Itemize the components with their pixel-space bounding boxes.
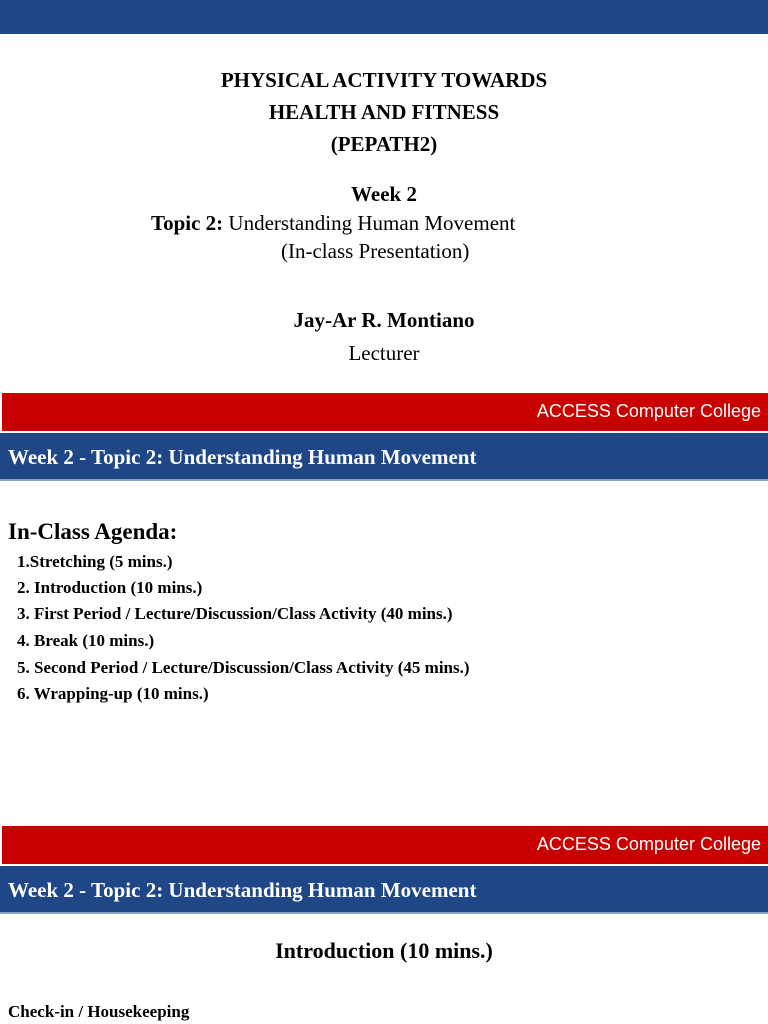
college-name: ACCESS Computer College bbox=[536, 401, 761, 421]
presentation-type: (In-class Presentation) bbox=[281, 239, 470, 263]
agenda-item: 5. Second Period / Lecture/Discussion/Class Activity (45 mins.) bbox=[17, 658, 470, 677]
intro-item: Check-in / Housekeeping bbox=[8, 1002, 190, 1021]
topic-text: Understanding Human Movement bbox=[228, 211, 516, 235]
topic-line bbox=[151, 211, 515, 236]
course-title-line1: PHYSICAL ACTIVITY TOWARDS bbox=[220, 68, 548, 92]
agenda-title: In-Class Agenda: bbox=[8, 519, 178, 544]
slide-header-title: Week 2 - Topic 2: Understanding Human Movement bbox=[8, 878, 477, 902]
agenda-item: 1.Stretching (5 mins.) bbox=[17, 552, 173, 571]
college-name: ACCESS Computer College bbox=[536, 834, 761, 854]
college-banner bbox=[2, 393, 768, 431]
agenda-item: 6. Wrapping-up (10 mins.) bbox=[17, 684, 209, 703]
divider bbox=[0, 479, 768, 481]
agenda-item: 3. First Period / Lecture/Discussion/Class Activity (40 mins.) bbox=[17, 604, 453, 623]
slide-header-bar bbox=[0, 866, 768, 912]
lecturer-role: Lecturer bbox=[348, 341, 420, 365]
course-title-line2: HEALTH AND FITNESS bbox=[268, 100, 500, 124]
intro-heading: Introduction (10 mins.) bbox=[275, 938, 493, 963]
lecturer-name: Jay-Ar R. Montiano bbox=[293, 308, 475, 332]
week-label: Week 2 bbox=[351, 182, 417, 206]
agenda-item: 2. Introduction (10 mins.) bbox=[17, 578, 203, 597]
topic-label: Topic 2: bbox=[151, 211, 224, 235]
divider bbox=[0, 912, 768, 914]
college-banner bbox=[2, 826, 768, 864]
slide-header-title: Week 2 - Topic 2: Understanding Human Movement bbox=[8, 445, 477, 469]
agenda-item: 4. Break (10 mins.) bbox=[17, 631, 155, 650]
course-code: (PEPATH2) bbox=[330, 132, 438, 156]
slide-header-bar bbox=[0, 433, 768, 479]
top-banner bbox=[0, 0, 768, 34]
